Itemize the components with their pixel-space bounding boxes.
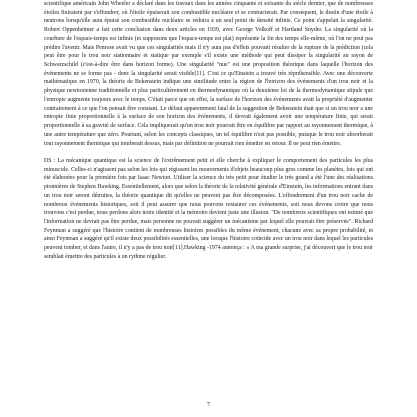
page-number: 7 — [207, 402, 210, 408]
body-paragraph: DS : La mécanique quantique est la science de l'extrêmement petit et elle cherche à expliquer le comportement des particules les plus minuscule. Celles-ci n'agissent pas selon les lois qui régissent les mouvements d'objets beaucoup plus gros comme les planètes, lois qui ont été élaborées pour la première fois par Isaac Newton. Utiliser la science du très petit pour étudier le très grand a été l'une des réalisations pionnières de Stephen Hawking. Essentiellement, alors que selon la théorie de la relativité générale d'Einstein, les informations entrant dans un trou noir seront détruites, la théorie quantique dit qu'elles ne peuvent pas être décomposées. L'effondrement d'un trou noir cache de nombreux événements historiques, soit il peut assurer que nous pouvons restaurer ces événements, soit nous devons croire que nous trouvons c'est perdue, nous perdons alors notre identité et la mémoire devient juste une illusion. "De nombreux scientifiques ont estimé que l'information ne devrait pas être perdue, mais personne ne pouvait suggérer un mécanisme par lequel elle pourrait être préservée". Richard Feynman a suggéré que l'histoire contient de nombreuses histoires possibles du même événement, chacune avec sa propre probabilité, et ainsi Feynman a suggéré qu'il existe deux possibilités essentielles, une lorsque l'histoire coïncide avec un trou noir dans lequel les particules peuvent tomber, et dans l'autre, il n'y a pas de trou noir[11].Hawking -1974 annonça : « A ma grande surprise, j'ai découvert que le trou noir semblait émettre des particules à un rythme régulier. — [44, 157, 373, 260]
paragraph-spacer — [44, 148, 373, 157]
body-paragraph: scientifique américain John Wheeler a déclaré dans les travaux dans les années cinquante et soixante du siècle dernier, que de nombreuses étoiles finiraient par s'effondrer, où l'étoile épuiserait son combustible nucléaire et se contracterait. Par conséquent, le destin d'une étoile à neutrons lorsqu'elle aura épuisé son combustible nucléaire se réduira à un seul point de densité infinie. Ce point s'appelait la singularité. Robert Oppenheimer a fait cette conclusion dans deux articles en 1939, avec George Volkoff et Hartland Snyder. La singularité où la courbure de l'espace-temps est infinie (et supposons que l'espace-temps est plat) représente la fin des temps elle-même, où l'on ne peut pas prédire l'avenir. Mais Penrose avait vu que ces singularités mais il n'y aura pas d'effets pouvant résulter de la rupture de la prédiction (cela peut être pour le trou noir stationnaire et statique par exemple s'il existe une méthode qui peut dissiper la singularité au rayon de Schwarzschild (c'est-à-dire être dans horizon forme). Une singularité "nue" est une proposition théorique dans laquelle l'horizon des événements ne se forme pas - donc la singularité serait visible[11]. C'est ce qu'Einstein a trouvé très répréhensible. Avec une découverte mathématique en 1970, la théorie de Bekenstein indique une similitude entre la région de l'horizon des événements d'un trou noir et la physique newtonienne traditionnelle et plus particulièrement en thermodynamique où la deuxième loi de la thermodynamique stipule que l'entropie augmente toujours avec le temps. C'était parce que en effet, la surface de l'horizon des événements avait la propriété d'augmenter contrairement à ce que l'on pensait être constant. Le défaut apparemment fatal de la suggestion de Bekenstein était que si un trou noir a une entropie finie proportionnelle à la surface de son horizon des événements, il devrait également avoir une température finie, qui serait proportionnelle à sa gravité de surface. Cela impliquerait qu'un trou noir pourrait être en équilibre par rapport au rayonnement thermique, à une autre température que zéro. Pourtant, selon les concepts classiques, un tel équilibre n'est pas possible, puisque le trou noir absorberait tout rayonnement thermique qui tomberait dessus, mais par définition ne pourrait rien émettre en retour. Il ne peut rien émettre. — [44, 1, 373, 147]
